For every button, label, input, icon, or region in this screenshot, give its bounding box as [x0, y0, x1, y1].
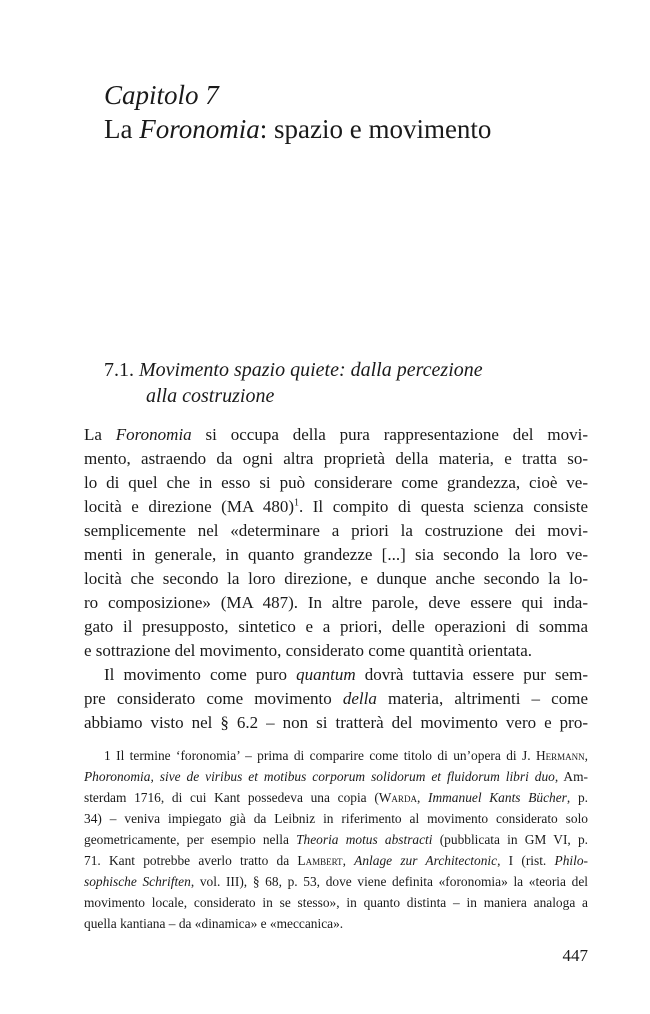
text-line: locità e direzione (MA 480)$^1$. Il compito di questa scienza consiste — [84, 497, 589, 516]
text-line: mento, astraendo da ogni altra proprietà della materia, e tratta so- — [84, 449, 588, 468]
section-heading-line — [104, 383, 564, 409]
footnote-line: 71. Kant potrebbe averlo tratto da Lambert, Anlage zur Architectonic, I (rist. Philo- — [84, 853, 588, 868]
text-line: pre considerato come movimento della materia, altrimenti – come — [84, 689, 588, 708]
footnote-line: 1 Il termine ‘foronomia’ – prima di comparire come titolo di un’opera di J. Hermann, — [104, 748, 588, 763]
footnote-marker: 1 — [104, 748, 111, 763]
text-line: ro composizione» (MA 487). In altre parole, deve essere qui inda- — [84, 593, 588, 612]
section-number: 7.1. — [104, 359, 134, 381]
body-text — [84, 423, 588, 735]
footnote — [84, 745, 588, 934]
footnote-reference[interactable]: 1 — [293, 497, 299, 509]
text-line: gato il presupposto, sintetico e a priori, delle operazioni di somma — [84, 617, 588, 636]
text-line: e sottrazione del movimento, considerato come quantità orientata. — [84, 641, 532, 660]
section-heading-line — [104, 357, 564, 383]
text-line: Il movimento come puro quantum dovrà tuttavia essere pur sem- — [104, 665, 588, 684]
section-title: alla costruzione — [146, 385, 275, 407]
chapter-title: La Foronomia: spazio e movimento — [104, 114, 492, 144]
footnote-line: quella kantiana – da «dinamica» e «meccanica». — [84, 916, 344, 931]
text-line: semplicemente nel «determinare a priori la costruzione dei movi- — [84, 521, 588, 540]
text-line: lo di quel che in esso si può considerare come grandezza, cioè ve- — [84, 473, 588, 492]
chapter-number: Capitolo 7 — [104, 80, 219, 110]
page-number: 447 — [562, 946, 588, 965]
footnote-line: movimento locale, considerato in se stesso», in quanto distinta – in maniera analoga a — [84, 895, 588, 910]
footnote-line: Phoronomia, sive de viribus et motibus corporum solidorum et fluidorum libri duo, Am- — [84, 769, 588, 784]
footnote-line: 34) – veniva impiegato già da Leibniz in riferimento al movimento considerato solo — [84, 811, 588, 826]
text-line: La Foronomia si occupa della pura rappresentazione del movi- — [84, 425, 588, 444]
footnote-line: geometricamente, per esempio nella Theoria motus abstracti (pubblicata in GM VI, p. — [84, 832, 589, 847]
section-heading — [104, 357, 564, 409]
footnote-line: sterdam 1716, di cui Kant possedeva una copia (Warda, Immanuel Kants Bücher, p. — [84, 790, 588, 805]
text-line: menti in generale, in quanto grandezze [...] sia secondo la loro ve- — [84, 545, 588, 564]
text-line: locità che secondo la loro direzione, e dunque anche secondo la lo- — [84, 569, 588, 588]
text-line: abbiamo visto nel § 6.2 – non si tratterà del movimento vero e pro- — [84, 713, 588, 732]
section-title: Movimento spazio quiete: dalla percezione — [139, 359, 483, 381]
footnote-line: sophische Schriften, vol. III), § 68, p. 53, dove viene definita «foronomia» la «teoria del — [84, 874, 588, 889]
